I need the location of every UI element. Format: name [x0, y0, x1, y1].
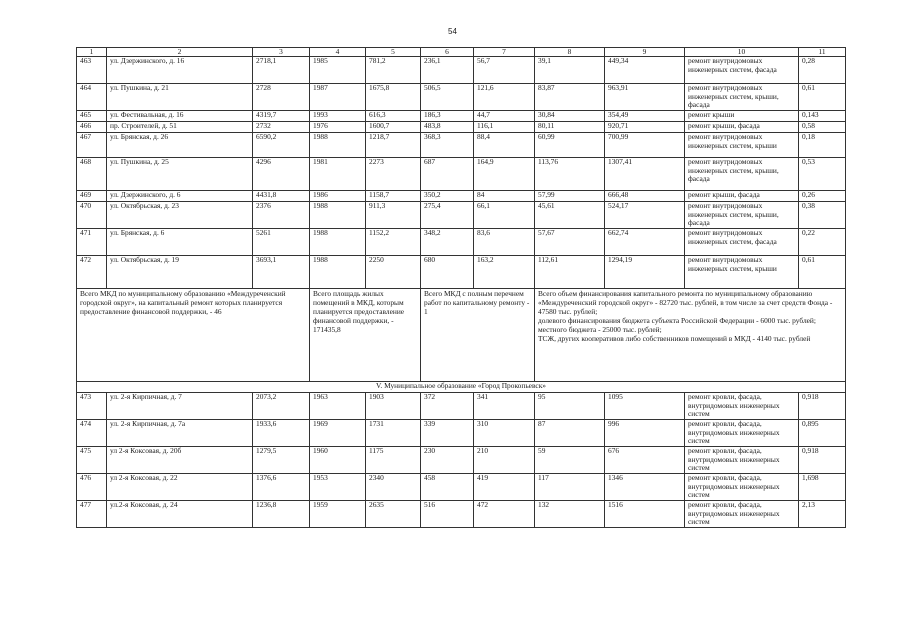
- table-row: [77, 202, 846, 229]
- table-cell: 210: [474, 447, 535, 474]
- table-cell: 117: [535, 474, 605, 501]
- table-cell: 66,1: [474, 202, 535, 229]
- table-cell: ремонт кровли, фасада, внутридомовых инженерных систем: [685, 474, 799, 501]
- financing-line: ТСЖ, других кооперативов либо собственников помещений в МКД - 4140 тыс. рублей: [538, 334, 811, 344]
- summary-financing: [535, 289, 846, 382]
- column-number-cell: 2: [107, 48, 253, 57]
- table-cell: 0,143: [799, 111, 846, 122]
- financing-line: долевого финансирования бюджета субъекта Российской Федерации - 6000 тыс. рублей;: [538, 316, 816, 326]
- table-cell: 2273: [366, 158, 421, 191]
- table-cell: 113,76: [535, 158, 605, 191]
- table-cell: 1953: [310, 474, 366, 501]
- table-cell: 4296: [253, 158, 310, 191]
- table-cell: 1986: [310, 191, 366, 202]
- table-cell: ул. Дзержинского, д. 6: [107, 191, 253, 202]
- table-cell: 341: [474, 393, 535, 420]
- table-cell: 0,38: [799, 202, 846, 229]
- table-cell: 1600,7: [366, 122, 421, 133]
- table-cell: 0,26: [799, 191, 846, 202]
- table-cell: 339: [421, 420, 474, 447]
- table-cell: ул.2-я Коксовая, д. 24: [107, 501, 253, 528]
- financing-line: местного бюджета - 25000 тыс. рублей;: [538, 325, 662, 335]
- table-cell: 57,67: [535, 229, 605, 256]
- table-cell: 121,6: [474, 84, 535, 111]
- table-cell: 2,13: [799, 501, 846, 528]
- table-cell: ул. Пушкина, д. 21: [107, 84, 253, 111]
- table-cell: 963,91: [605, 84, 685, 111]
- table-cell: 57,99: [535, 191, 605, 202]
- table-cell: 0,61: [799, 84, 846, 111]
- table-cell: ул. 2-я Кирпичная, д. 7: [107, 393, 253, 420]
- table-cell: ул 2-я Коксовая, д. 22: [107, 474, 253, 501]
- table-cell: 5261: [253, 229, 310, 256]
- table-cell: 87: [535, 420, 605, 447]
- column-number-row: [77, 48, 846, 57]
- table-body: [77, 48, 846, 528]
- table-cell: 95: [535, 393, 605, 420]
- table-row: [77, 133, 846, 158]
- table-cell: 1675,8: [366, 84, 421, 111]
- table-cell: 516: [421, 501, 474, 528]
- column-number-cell: 8: [535, 48, 605, 57]
- table-cell: 419: [474, 474, 535, 501]
- page-number: 54: [448, 27, 457, 36]
- table-cell: 1933,6: [253, 420, 310, 447]
- column-number-cell: 9: [605, 48, 685, 57]
- table-cell: 0,918: [799, 447, 846, 474]
- table-cell: 112,61: [535, 256, 605, 289]
- table-cell: 372: [421, 393, 474, 420]
- table-cell: 676: [605, 447, 685, 474]
- table-cell: 470: [77, 202, 107, 229]
- table-cell: 1731: [366, 420, 421, 447]
- table-cell: 60,99: [535, 133, 605, 158]
- table-cell: ремонт внутридомовых инженерных систем, крыши: [685, 133, 799, 158]
- table-cell: 1959: [310, 501, 366, 528]
- table-cell: 1988: [310, 133, 366, 158]
- column-number-cell: 7: [474, 48, 535, 57]
- table-cell: 1988: [310, 202, 366, 229]
- table-cell: 30,84: [535, 111, 605, 122]
- table-cell: 3693,1: [253, 256, 310, 289]
- table-cell: 700,99: [605, 133, 685, 158]
- table-cell: ул. Пушкина, д. 25: [107, 158, 253, 191]
- table-cell: 368,3: [421, 133, 474, 158]
- table-cell: ул 2-я Коксовая, д. 20б: [107, 447, 253, 474]
- table-cell: 666,48: [605, 191, 685, 202]
- table-cell: ул. Фестивальная, д. 16: [107, 111, 253, 122]
- table-cell: ремонт крыши, фасада: [685, 122, 799, 133]
- table-cell: ремонт кровли, фасада, внутридомовых инженерных систем: [685, 420, 799, 447]
- table-row: [77, 111, 846, 122]
- table-cell: ремонт внутридомовых инженерных систем, крыши: [685, 256, 799, 289]
- table-cell: ремонт крыши, фасада: [685, 191, 799, 202]
- table-cell: 524,17: [605, 202, 685, 229]
- table-cell: 1218,7: [366, 133, 421, 158]
- table-cell: 4431,8: [253, 191, 310, 202]
- table-cell: 310: [474, 420, 535, 447]
- table-cell: 1988: [310, 256, 366, 289]
- table-cell: 996: [605, 420, 685, 447]
- table-row: [77, 191, 846, 202]
- table-cell: 83,87: [535, 84, 605, 111]
- column-number-cell: 4: [310, 48, 366, 57]
- table-cell: 186,3: [421, 111, 474, 122]
- table-cell: 466: [77, 122, 107, 133]
- section-title: V. Муниципальное образование «Город Прокопьевск»: [77, 382, 846, 393]
- table-cell: 2732: [253, 122, 310, 133]
- table-cell: 84: [474, 191, 535, 202]
- table-cell: 0,53: [799, 158, 846, 191]
- table-cell: 1236,8: [253, 501, 310, 528]
- table-cell: ремонт внутридомовых инженерных систем, фасада: [685, 229, 799, 256]
- table-cell: 1903: [366, 393, 421, 420]
- table-cell: ремонт внутридомовых инженерных систем, крыши, фасада: [685, 202, 799, 229]
- table-cell: 230: [421, 447, 474, 474]
- table-cell: 56,7: [474, 57, 535, 84]
- table-cell: 475: [77, 447, 107, 474]
- table-cell: 1095: [605, 393, 685, 420]
- table-cell: 687: [421, 158, 474, 191]
- table-row: [77, 501, 846, 528]
- table-cell: 506,5: [421, 84, 474, 111]
- table-cell: 1985: [310, 57, 366, 84]
- table-cell: 473: [77, 393, 107, 420]
- summary-total-mkd: Всего МКД по муниципальному образованию «Междуреченский городской округ», на капитальный ремонт которых планируется предоставление финансовой поддержки, - 46: [77, 289, 310, 382]
- table-cell: 476: [77, 474, 107, 501]
- table-cell: 920,71: [605, 122, 685, 133]
- table-cell: ремонт крыши: [685, 111, 799, 122]
- table-cell: 44,7: [474, 111, 535, 122]
- table-cell: 2728: [253, 84, 310, 111]
- table-cell: 2718,1: [253, 57, 310, 84]
- table-cell: ремонт кровли, фасада, внутридомовых инженерных систем: [685, 447, 799, 474]
- table-cell: пр. Строителей, д. 51: [107, 122, 253, 133]
- table-cell: 1,698: [799, 474, 846, 501]
- table-cell: 354,49: [605, 111, 685, 122]
- table-cell: 467: [77, 133, 107, 158]
- table-cell: 2340: [366, 474, 421, 501]
- table-cell: 163,2: [474, 256, 535, 289]
- table-cell: 1376,6: [253, 474, 310, 501]
- table-row: [77, 420, 846, 447]
- table-cell: 0,58: [799, 122, 846, 133]
- table-cell: 350,2: [421, 191, 474, 202]
- table-cell: 472: [77, 256, 107, 289]
- table-cell: 80,11: [535, 122, 605, 133]
- table-cell: 39,1: [535, 57, 605, 84]
- table-cell: 1279,5: [253, 447, 310, 474]
- table-cell: 275,4: [421, 202, 474, 229]
- table-cell: 1981: [310, 158, 366, 191]
- table-cell: ул. Октябрьская, д. 23: [107, 202, 253, 229]
- table-cell: ремонт кровли, фасада, внутридомовых инженерных систем: [685, 501, 799, 528]
- column-number-cell: 6: [421, 48, 474, 57]
- column-number-cell: 11: [799, 48, 846, 57]
- table-cell: 1158,7: [366, 191, 421, 202]
- summary-row: [77, 289, 846, 382]
- table-cell: 662,74: [605, 229, 685, 256]
- table-row: [77, 158, 846, 191]
- table-cell: 471: [77, 229, 107, 256]
- table-cell: 116,1: [474, 122, 535, 133]
- table-cell: 469: [77, 191, 107, 202]
- table-cell: ул. Октябрьская, д. 19: [107, 256, 253, 289]
- table-cell: 348,2: [421, 229, 474, 256]
- column-number-cell: 10: [685, 48, 799, 57]
- table-cell: 477: [77, 501, 107, 528]
- table-cell: 616,3: [366, 111, 421, 122]
- table-cell: 1346: [605, 474, 685, 501]
- table-cell: 465: [77, 111, 107, 122]
- table-cell: 0,28: [799, 57, 846, 84]
- table-cell: 1152,2: [366, 229, 421, 256]
- section-heading-row: [77, 382, 846, 393]
- table-cell: 680: [421, 256, 474, 289]
- table-row: [77, 57, 846, 84]
- table-cell: ул. Брянская, д. 26: [107, 133, 253, 158]
- column-number-cell: 3: [253, 48, 310, 57]
- table-cell: 0,22: [799, 229, 846, 256]
- table-cell: 6590,2: [253, 133, 310, 158]
- table-cell: 0,61: [799, 256, 846, 289]
- table-cell: 88,4: [474, 133, 535, 158]
- table-cell: 1969: [310, 420, 366, 447]
- table-cell: 132: [535, 501, 605, 528]
- table-cell: 1175: [366, 447, 421, 474]
- table-cell: 1307,41: [605, 158, 685, 191]
- table-cell: 2073,2: [253, 393, 310, 420]
- table-cell: 781,2: [366, 57, 421, 84]
- table-cell: 1294,19: [605, 256, 685, 289]
- table-cell: 0,918: [799, 393, 846, 420]
- table-cell: 164,9: [474, 158, 535, 191]
- table-cell: 45,61: [535, 202, 605, 229]
- table-cell: 2250: [366, 256, 421, 289]
- table-cell: 83,6: [474, 229, 535, 256]
- table-cell: ремонт внутридомовых инженерных систем, крыши, фасада: [685, 158, 799, 191]
- housing-repair-table: [76, 47, 846, 528]
- table-cell: 449,34: [605, 57, 685, 84]
- table-cell: 0,895: [799, 420, 846, 447]
- table-cell: 2635: [366, 501, 421, 528]
- table-cell: 59: [535, 447, 605, 474]
- table-cell: ул. 2-я Кирпичная, д. 7а: [107, 420, 253, 447]
- summary-total-area: Всего площадь жилых помещений в МКД, которым планируется предоставление финансовой поддержки, - 171435,8: [310, 289, 421, 382]
- table-cell: 464: [77, 84, 107, 111]
- table-cell: 463: [77, 57, 107, 84]
- table-cell: ремонт внутридомовых инженерных систем, фасада: [685, 57, 799, 84]
- table-row: [77, 256, 846, 289]
- table-cell: 2376: [253, 202, 310, 229]
- table-cell: ул. Брянская, д. 6: [107, 229, 253, 256]
- table-cell: 1988: [310, 229, 366, 256]
- table-cell: 4319,7: [253, 111, 310, 122]
- table-cell: 483,8: [421, 122, 474, 133]
- table-row: [77, 229, 846, 256]
- table-cell: 236,1: [421, 57, 474, 84]
- table-cell: 1987: [310, 84, 366, 111]
- summary-full-list: Всего МКД с полным перечнем работ по капитальному ремонту - 1: [421, 289, 535, 382]
- table-cell: 1963: [310, 393, 366, 420]
- table-cell: 1993: [310, 111, 366, 122]
- table-cell: 468: [77, 158, 107, 191]
- table-row: [77, 474, 846, 501]
- table-cell: 458: [421, 474, 474, 501]
- table-row: [77, 393, 846, 420]
- table-cell: 911,3: [366, 202, 421, 229]
- table-row: [77, 122, 846, 133]
- table-cell: 472: [474, 501, 535, 528]
- table-cell: 1976: [310, 122, 366, 133]
- table-row: [77, 447, 846, 474]
- table-cell: ремонт кровли, фасада, внутридомовых инженерных систем: [685, 393, 799, 420]
- column-number-cell: 1: [77, 48, 107, 57]
- table-cell: 1960: [310, 447, 366, 474]
- table-cell: 1516: [605, 501, 685, 528]
- column-number-cell: 5: [366, 48, 421, 57]
- table-row: [77, 84, 846, 111]
- financing-line: Всего объем финансирования капитального ремонта по муниципальному образованию «Междуреченский городской округ» - 82720 тыс. рублей, в том числе за счет средств Фонда - 47580 тыс. рублей;: [538, 289, 833, 317]
- table-cell: ремонт внутридомовых инженерных систем, крыши, фасада: [685, 84, 799, 111]
- table-cell: 474: [77, 420, 107, 447]
- table-cell: 0,18: [799, 133, 846, 158]
- table-cell: ул. Дзержинского, д. 16: [107, 57, 253, 84]
